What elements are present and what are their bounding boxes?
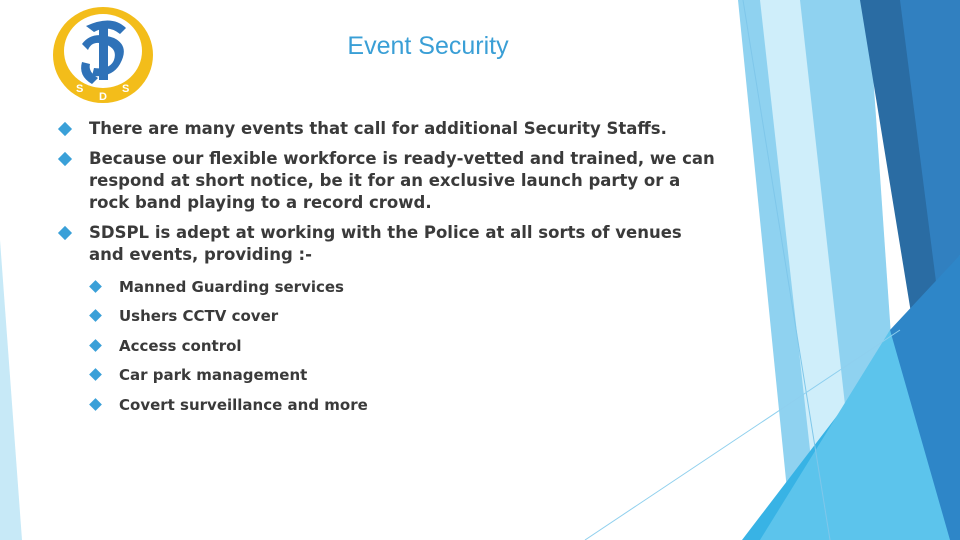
sub-bullet-item: [89, 365, 720, 385]
diamond-bullet-icon: [89, 310, 102, 323]
sub-bullet-text: Covert surveillance and more: [119, 395, 368, 414]
diamond-bullet-icon: [89, 339, 102, 352]
sub-bullet-item: [89, 306, 720, 326]
bullet-item: [60, 148, 720, 214]
bg-shape-left-sliver: [0, 240, 22, 540]
slide-title: Event Security: [347, 32, 509, 60]
sub-bullet-item: [89, 395, 720, 415]
bullet-item: [60, 118, 720, 140]
logo-letter-s2: S: [122, 83, 130, 95]
company-logo: [52, 6, 154, 104]
logo-letter-s1: S: [76, 83, 84, 95]
bullet-list: [60, 118, 720, 424]
sub-bullet-text: Access control: [119, 336, 242, 355]
sub-bullet-list: [89, 277, 720, 415]
bullet-text: Because our flexible workforce is ready-vetted and trained, we can respond at short notice, be it for an exclusive launch party or a rock band playing to a record crowd.: [89, 149, 715, 212]
sds-logo-icon: [52, 6, 154, 104]
diamond-bullet-icon: [89, 398, 102, 411]
diamond-bullet-icon: [58, 226, 72, 240]
diamond-bullet-icon: [89, 368, 102, 381]
bullet-item: [60, 222, 720, 415]
diamond-bullet-icon: [58, 122, 72, 136]
sub-bullet-text: Ushers CCTV cover: [119, 307, 279, 326]
bullet-text: SDSPL is adept at working with the Police at all sorts of venues and events, providing :-: [89, 223, 682, 264]
logo-letter-d: D: [99, 91, 107, 103]
diamond-bullet-icon: [58, 152, 72, 166]
sub-bullet-text: Car park management: [119, 366, 308, 385]
bullet-text: There are many events that call for additional Security Staffs.: [89, 119, 667, 138]
sub-bullet-item: [89, 277, 720, 297]
diamond-bullet-icon: [89, 280, 102, 293]
sub-bullet-item: [89, 336, 720, 356]
sub-bullet-text: Manned Guarding services: [119, 278, 344, 296]
